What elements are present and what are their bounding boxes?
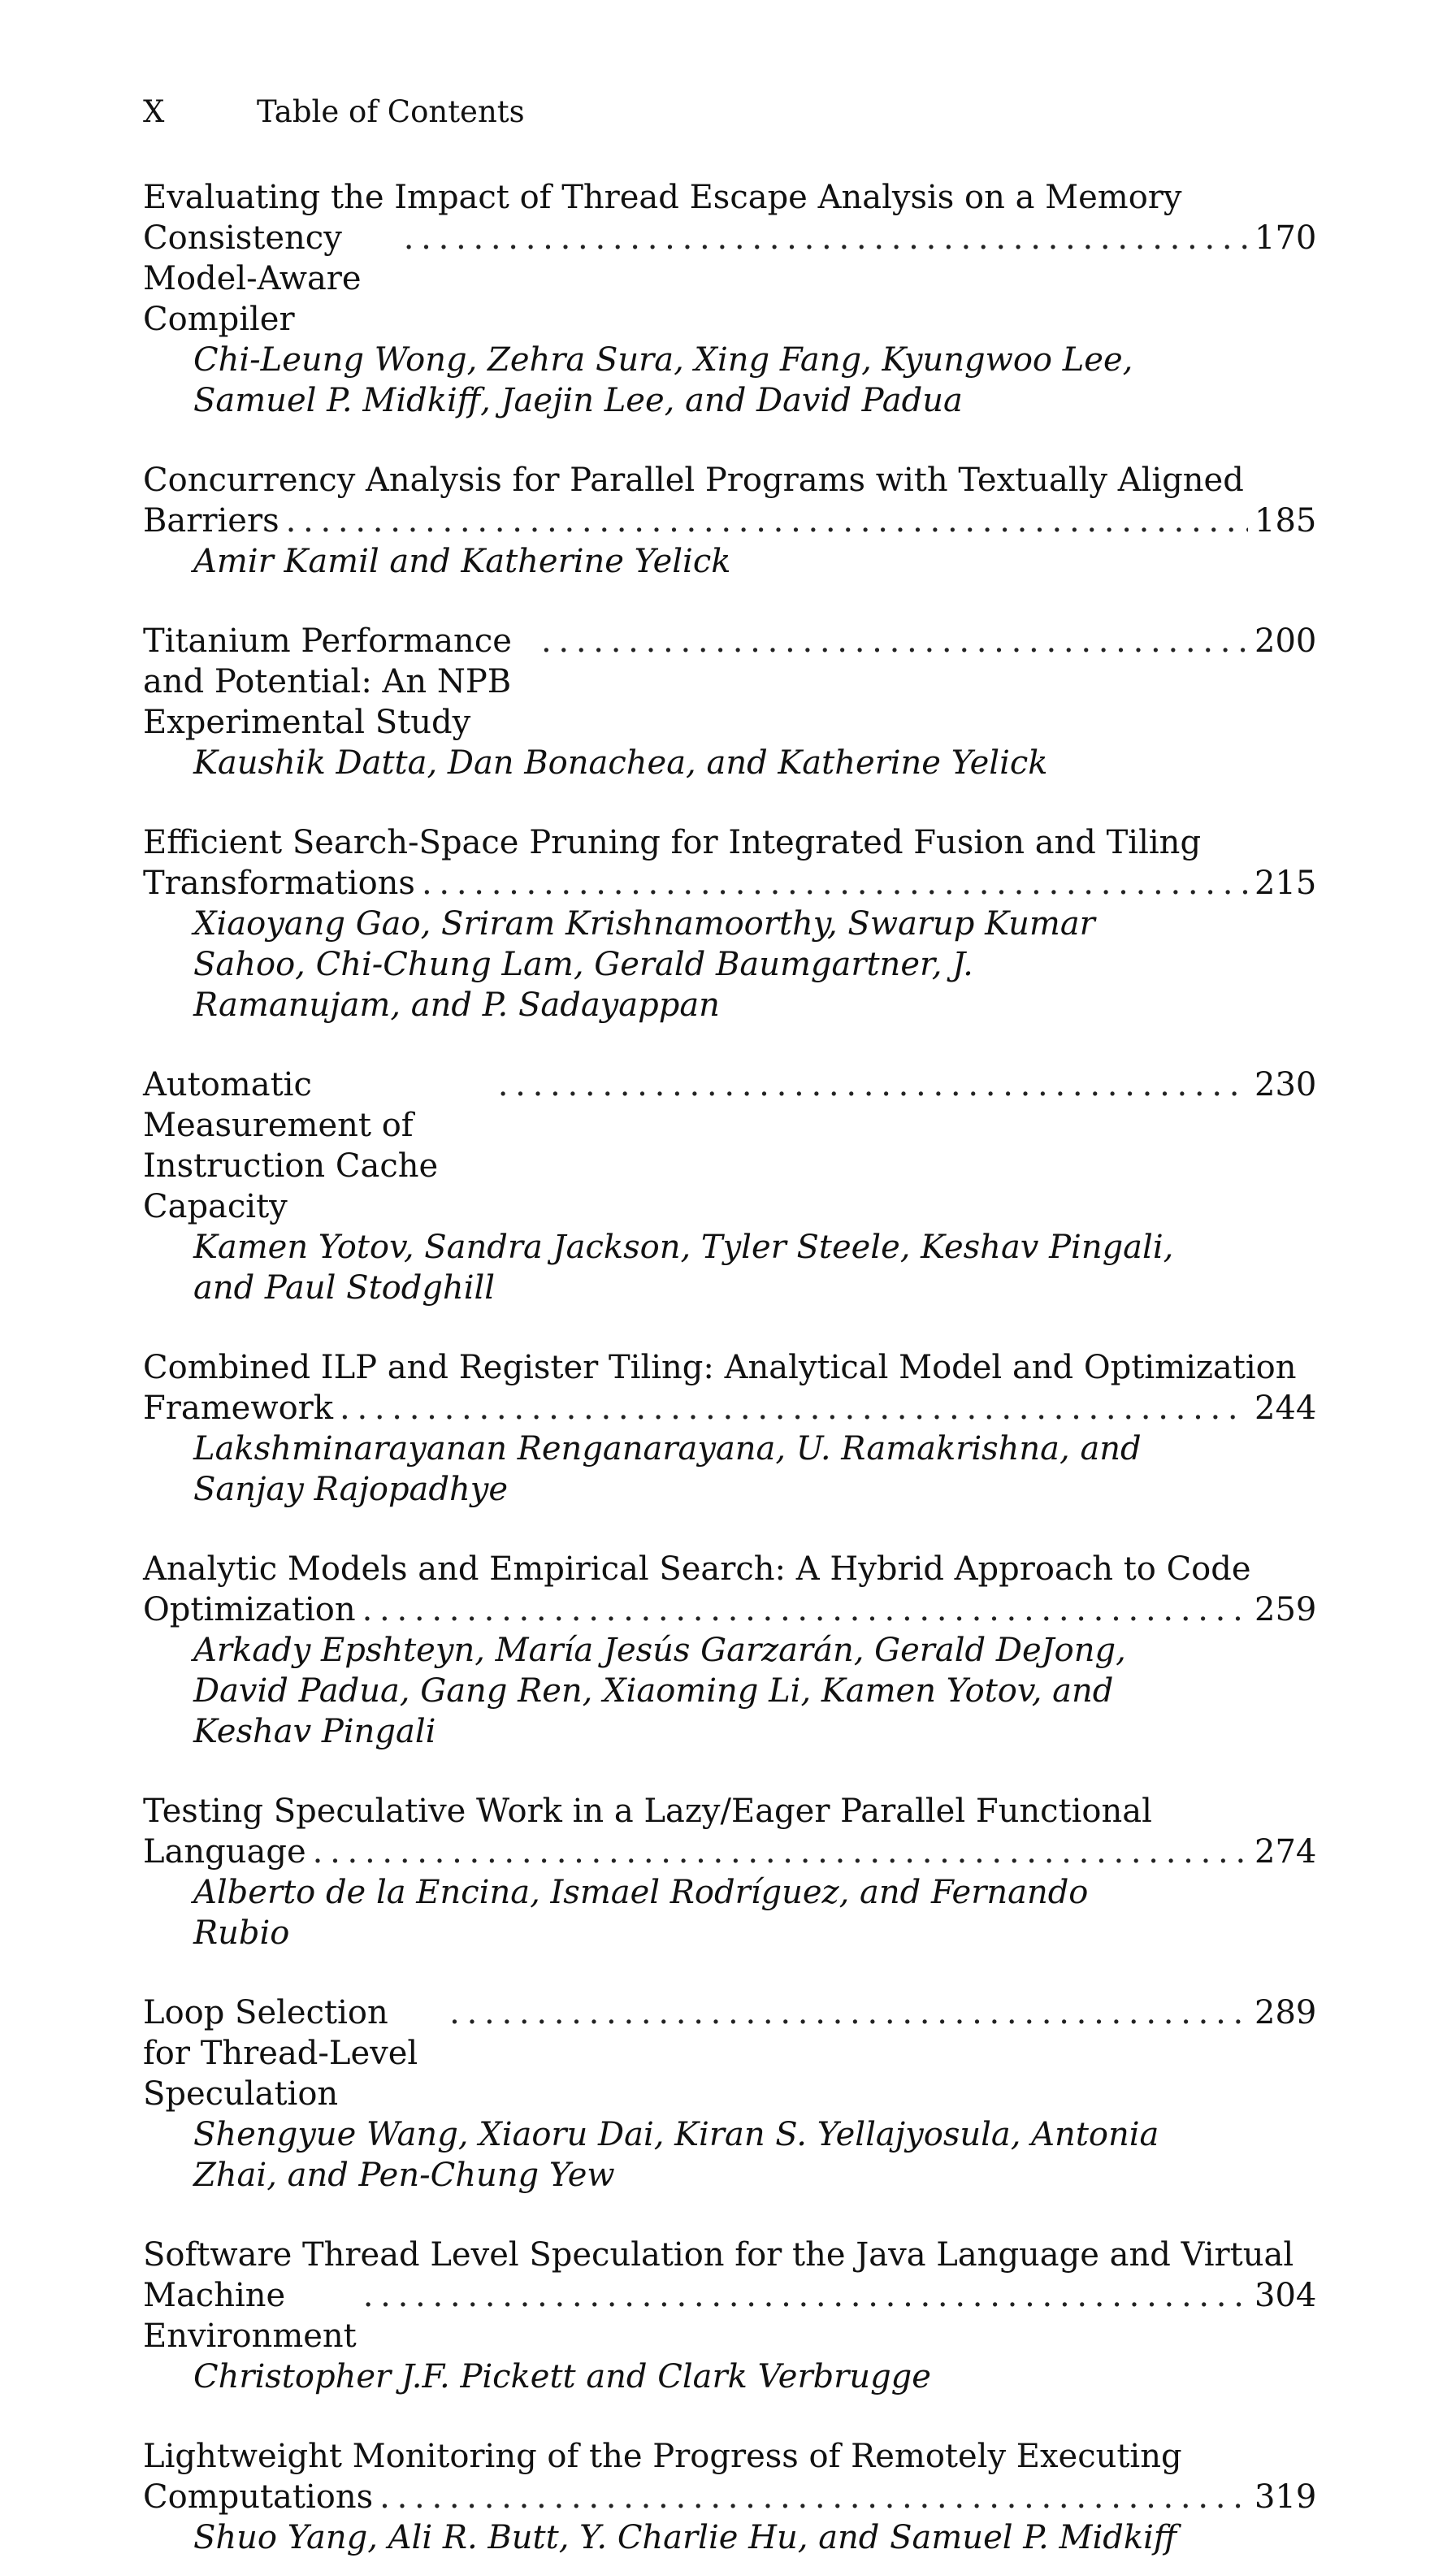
entry-title-row — [143, 863, 1317, 904]
entry-page-number: 289 — [1254, 1994, 1317, 2031]
entry-authors: Shuo Yang, Ali R. Butt, Y. Charlie Hu, and Samuel P. Midkiff — [193, 2519, 1177, 2556]
dot-leader — [404, 218, 1248, 258]
toc-entry[interactable] — [143, 1992, 1317, 2196]
entry-title-line1: Efficient Search-Space Pruning for Integrated Fusion and Tiling — [143, 824, 1202, 861]
dot-leader — [313, 1832, 1248, 1872]
entry-authors: Christopher J.F. Pickett and Clark Verbrugge — [193, 2358, 931, 2395]
entry-title-line2: Language — [143, 1833, 306, 1871]
entry-title-line1: Software Thread Level Speculation for the Java Language and Virtual — [143, 2236, 1294, 2274]
dot-leader — [422, 863, 1248, 904]
entry-page-number: 200 — [1254, 622, 1317, 660]
dot-leader — [362, 1589, 1248, 1630]
page-number: X — [143, 94, 165, 129]
entry-page-number: 185 — [1254, 502, 1317, 540]
entry-title-line1: Lightweight Monitoring of the Progress of Remotely Executing — [143, 2438, 1182, 2475]
entry-title-line2: Framework — [143, 1390, 334, 1427]
entry-authors: Shengyue Wang, Xiaoru Dai, Kiran S. Yellajyosula, Antonia Zhai, and Pen-Chung Yew — [193, 2116, 1159, 2194]
toc-entry[interactable] — [143, 1791, 1317, 1953]
toc-entry[interactable] — [143, 1064, 1317, 1308]
toc-entry[interactable] — [143, 1347, 1317, 1510]
toc-entry[interactable] — [143, 1549, 1317, 1752]
entry-page-number: 244 — [1254, 1390, 1317, 1427]
dot-leader — [340, 1388, 1248, 1429]
entry-authors: Xiaoyang Gao, Sriram Krishnamoorthy, Swarup Kumar Sahoo, Chi-Chung Lam, Gerald Baumgartner, J. Ramanujam, and P. Sadayappan — [193, 905, 1095, 1024]
dot-leader — [379, 2477, 1248, 2517]
entry-title-line1: Evaluating the Impact of Thread Escape Analysis on a Memory — [143, 179, 1182, 216]
entry-title-line2: Consistency Model-Aware Compiler — [143, 219, 362, 338]
toc-entry[interactable] — [143, 177, 1317, 421]
entry-authors: Lakshminarayanan Renganarayana, U. Ramakrishna, and Sanjay Rajopadhye — [193, 1430, 1142, 1508]
entry-title-line1: Analytic Models and Empirical Search: A Hybrid Approach to Code — [143, 1550, 1251, 1588]
entry-title-line2: Loop Selection for Thread-Level Speculation — [143, 1994, 418, 2113]
dot-leader — [286, 501, 1248, 541]
toc-entry[interactable] — [143, 460, 1317, 582]
entry-title-row — [143, 2477, 1317, 2517]
entry-page-number: 319 — [1254, 2478, 1317, 2516]
dot-leader — [498, 1064, 1248, 1105]
entry-title-row — [143, 1388, 1317, 1429]
section-title: Table of Contents — [257, 94, 525, 129]
entry-authors: Kaushik Datta, Dan Bonachea, and Katherine Yelick — [193, 744, 1048, 782]
entry-title-line2: Optimization — [143, 1591, 356, 1628]
entry-title-row — [143, 1589, 1317, 1630]
entry-authors: Amir Kamil and Katherine Yelick — [193, 543, 731, 580]
entry-title-row — [143, 1832, 1317, 1872]
entry-title-line2: Titanium Performance and Potential: An NPB Experimental Study — [143, 622, 512, 741]
table-of-contents — [143, 177, 1317, 2558]
entry-title-line1: Testing Speculative Work in a Lazy/Eager Parallel Functional — [143, 1793, 1152, 1830]
entry-title-line1: Combined ILP and Register Tiling: Analytical Model and Optimization — [143, 1349, 1297, 1386]
toc-entry[interactable] — [143, 822, 1317, 1025]
running-head — [143, 93, 525, 132]
entry-page-number: 259 — [1254, 1591, 1317, 1628]
entry-authors: Alberto de la Encina, Ismael Rodríguez, and Fernando Rubio — [193, 1874, 1089, 1952]
entry-title-line2: Machine Environment — [143, 2277, 357, 2355]
toc-entry[interactable] — [143, 2436, 1317, 2558]
entry-title-row — [143, 2275, 1317, 2356]
dot-leader — [449, 1992, 1248, 2033]
dot-leader — [363, 2275, 1248, 2316]
entry-title-line2: Automatic Measurement of Instruction Cache Capacity — [143, 1066, 439, 1225]
toc-entry[interactable] — [143, 2235, 1317, 2397]
entry-page-number: 304 — [1254, 2277, 1317, 2314]
entry-title-row — [143, 1992, 1317, 2114]
entry-authors: Kamen Yotov, Sandra Jackson, Tyler Steele, Keshav Pingali, and Paul Stodghill — [193, 1229, 1174, 1307]
entry-title-row — [143, 621, 1317, 743]
dot-leader — [541, 621, 1248, 661]
entry-authors: Chi-Leung Wong, Zehra Sura, Xing Fang, Kyungwoo Lee, Samuel P. Midkiff, Jaejin Lee, and David Padua — [193, 341, 1133, 419]
entry-page-number: 230 — [1254, 1066, 1317, 1103]
entry-title-row — [143, 218, 1317, 340]
entry-page-number: 170 — [1254, 219, 1317, 257]
entry-authors: Arkady Epshteyn, María Jesús Garzarán, Gerald DeJong, David Padua, Gang Ren, Xiaoming Li, Kamen Yotov, and Keshav Pingali — [193, 1632, 1126, 1750]
entry-title-row — [143, 501, 1317, 541]
entry-title-line2: Computations — [143, 2478, 374, 2516]
toc-entry[interactable] — [143, 621, 1317, 783]
entry-title-line2: Transformations — [143, 865, 415, 902]
entry-title-row — [143, 1064, 1317, 1227]
entry-page-number: 274 — [1254, 1833, 1317, 1871]
entry-title-line2: Barriers — [143, 502, 280, 540]
entry-title-line1: Concurrency Analysis for Parallel Programs with Textually Aligned — [143, 462, 1244, 499]
entry-page-number: 215 — [1254, 865, 1317, 902]
